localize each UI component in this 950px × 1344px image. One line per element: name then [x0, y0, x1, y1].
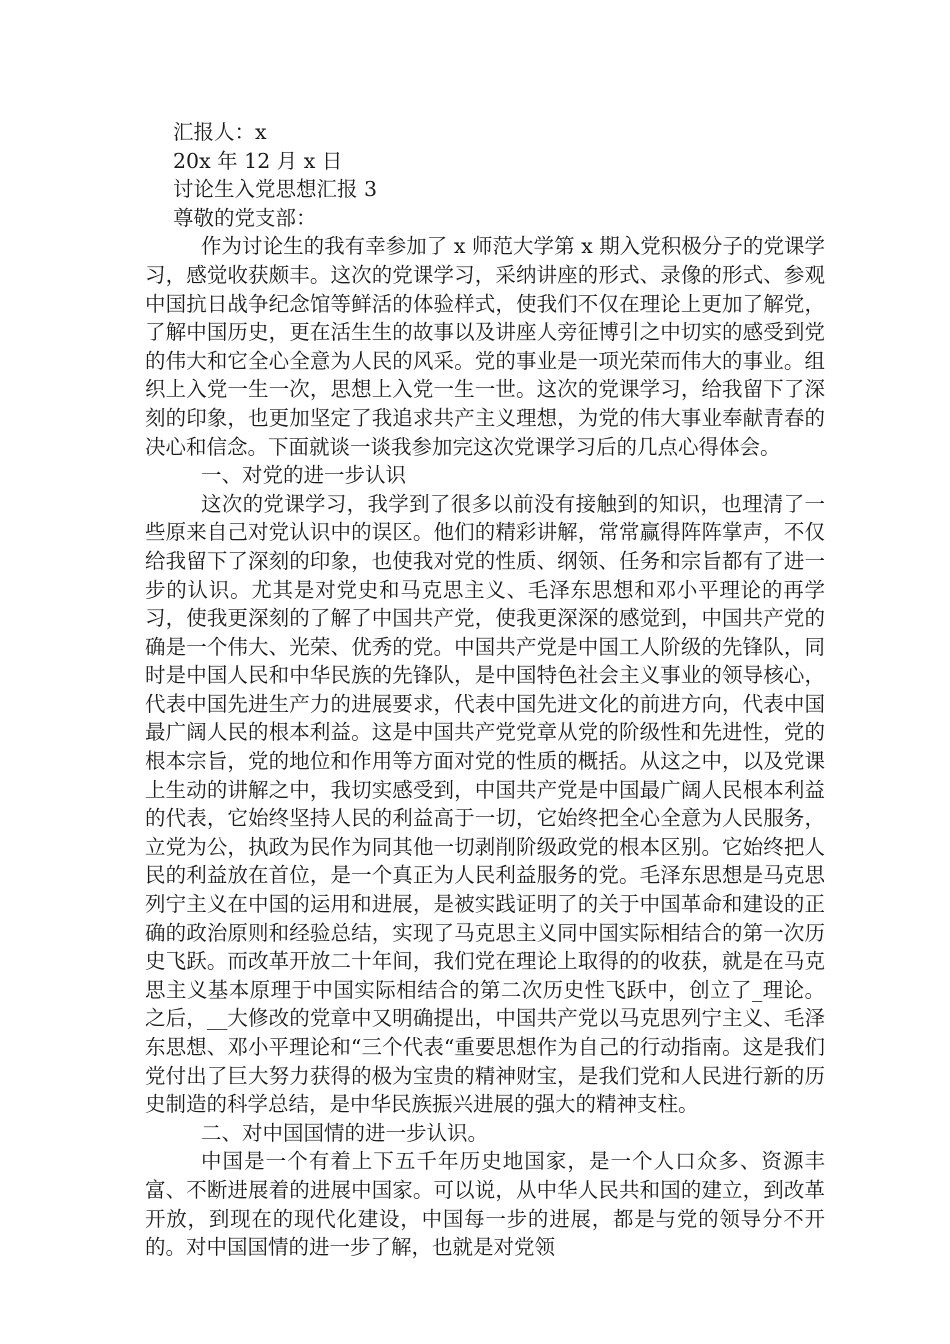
document-page — [145, 118, 825, 1262]
section-body-2: 中国是一个有着上下五千年历史地国家，是一个人口众多、资源丰富、不断进展着的进展中国家。可以说，从中华人民共和国的建立，到改革开放，到现在的现代化建设，中国每一步的进展，都是与党的领导分不开的。对中国国情的进一步了解，也就是对党领 — [145, 1149, 825, 1260]
section-heading-2: 二、对中国国情的进一步认识。 — [201, 1120, 488, 1145]
salutation: 尊敬的党支部： — [173, 205, 317, 230]
intro-paragraph: 作为讨论生的我有幸参加了 x 师范大学第 x 期入党积极分子的党课学习，感觉收获颇丰。这次的党课学习，采纳讲座的形式、录像的形式、参观中国抗日战争纪念馆等鲜活的体验样式，使我们不仅在理论上更加了解党，了解中国历史，更在活生生的故事以及讲座人旁征博引之中切实的感受到党的伟大和它全心全意为人民的风采。党的事业是一项光荣而伟大的事业。组织上入党一生一次，思想上入党一生一世。这次的党课学习，给我留下了深刻的印象，也更加坚定了我追求共产主义理想，为党的伟大事业奉献青春的决心和信念。下面就谈一谈我参加完这次党课学习后的几点心得体会。 — [145, 234, 825, 459]
date-line: 20x 年 12 月 x 日 — [173, 148, 343, 173]
document-title: 讨论生入党思想汇报 3 — [173, 177, 378, 202]
section-body-1: 这次的党课学习，我学到了很多以前没有接触到的知识，也理清了一些原来自己对党认识中的误区。他们的精彩讲解，常常赢得阵阵掌声，不仅给我留下了深刻的印象，也使我对党的性质、纲领、任务和宗旨都有了进一步的认识。尤其是对党史和马克思主义、毛泽东思想和邓小平理论的再学习，使我更深刻的了解了中国共产党，使我更深深的感觉到，中国共产党的确是一个伟大、光荣、优秀的党。中国共产党是中国工人阶级的先锋队，同时是中国人民和中华民族的先锋队，是中国特色社会主义事业的领导核心，代表中国先进生产力的进展要求，代表中国先进文化的前进方向，代表中国最广阔人民的根本利益。这是中国共产党党章从党的阶级性和先进性，党的根本宗旨，党的地位和作用等方面对党的性质的概括。从这之中，以及党课上生动的讲解之中，我切实感受到，中国共产党是中国最广阔人民根本利益的代表，它始终坚持人民的利益高于一切，它始终把全心全意为人民服务，立党为公，执政为民作为同其他一切剥削阶级政党的根本区别。它始终把人民的利益放在首位，是一个真正为人民利益服务的党。毛泽东思想是马克思列宁主义在中国的运用和进展，是被实践证明了的关于中国革命和建设的正确的政治原则和经验总结，实现了马克思主义同中国实际相结合的第一次历史飞跃。而改革开放二十年间，我们党在理论上取得的的收获，就是在马克思主义基本原理于中国实际相结合的第二次历史性飞跃中，创立了_理论。之后，__大修改的党章中又明确提出，中国共产党以马克思列宁主义、毛泽东思想、邓小平理论和“三个代表“重要思想作为自己的行动指南。这是我们党付出了巨大努力获得的极为宝贵的精神财宝，是我们党和人民进行新的历史制造的科学总结，是中华民族振兴进展的强大的精神支柱。 — [145, 491, 825, 1117]
section-heading-1: 一、对党的进一步认识 — [201, 463, 406, 488]
reporter-line: 汇报人：x — [173, 120, 267, 144]
